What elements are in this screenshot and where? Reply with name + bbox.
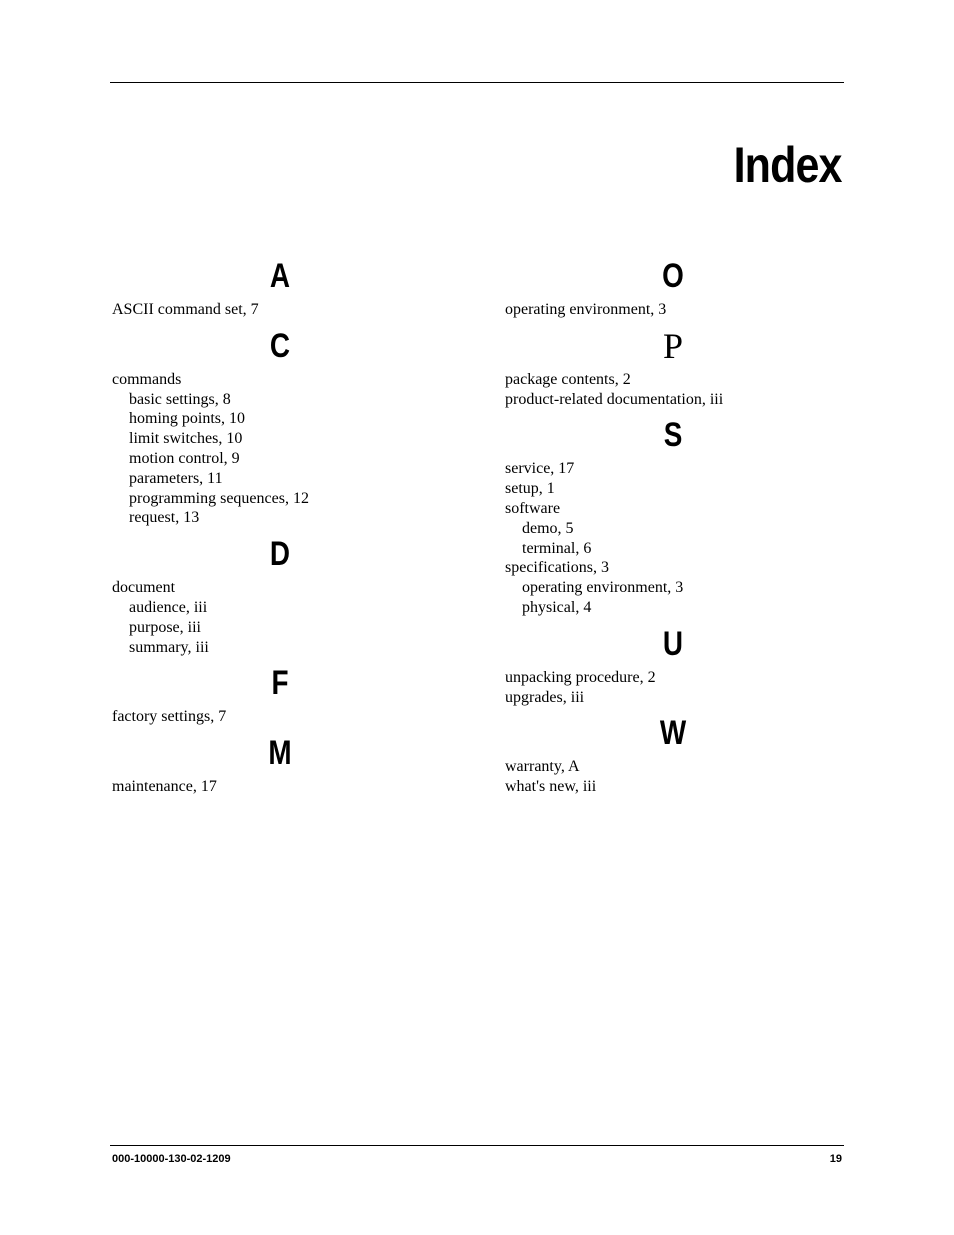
- index-entry: specifications, 3: [505, 559, 609, 577]
- footer-document-number: 000-10000-130-02-1209: [112, 1153, 231, 1165]
- index-entry: product-related documentation, iii: [505, 390, 724, 408]
- index-entry: what's new, iii: [505, 778, 597, 796]
- index-section-u: [505, 620, 841, 708]
- index-subentry: summary, iii: [129, 638, 209, 656]
- index-entry: software: [505, 499, 561, 517]
- section-letter: O: [662, 257, 684, 295]
- index-subentry: operating environment, 3: [522, 579, 684, 597]
- index-entry: unpacking procedure, 2: [505, 668, 656, 686]
- footer-page-number: 19: [829, 1153, 842, 1165]
- section-letter: U: [662, 624, 684, 663]
- index-section-a: [112, 252, 448, 320]
- footer-rule: [110, 1145, 844, 1146]
- index-entry: upgrades, iii: [505, 688, 585, 706]
- section-letter: M: [268, 734, 292, 773]
- index-section-f: [112, 659, 448, 727]
- index-column-left: [112, 252, 448, 797]
- index-entry: service, 17: [505, 460, 575, 478]
- section-letter: A: [269, 257, 291, 295]
- index-entry: ASCII command set, 7: [112, 301, 259, 318]
- section-letter: C: [269, 326, 291, 365]
- index-subentry: purpose, iii: [129, 618, 201, 636]
- index-subentry: demo, 5: [522, 519, 574, 537]
- index-subentry: audience, iii: [129, 598, 208, 616]
- index-entry: setup, 1: [505, 480, 555, 498]
- index-subentry: parameters, 11: [129, 469, 223, 487]
- section-letter: S: [663, 416, 683, 455]
- index-column-right: [505, 252, 841, 797]
- index-section-o: [505, 252, 841, 320]
- index-subentry: limit switches, 10: [129, 430, 243, 448]
- index-entry: commands: [112, 370, 182, 388]
- index-entry: maintenance, 17: [112, 778, 217, 796]
- index-subentry: basic settings, 8: [129, 390, 231, 408]
- index-section-w: [505, 709, 841, 797]
- index-section-s: [505, 411, 841, 617]
- index-subentry: programming sequences, 12: [129, 489, 309, 507]
- index-section-c: [112, 322, 448, 528]
- index-subentry: physical, 4: [522, 598, 592, 616]
- index-subentry: request, 13: [129, 509, 200, 527]
- index-section-p: [505, 322, 841, 410]
- index-subentry: motion control, 9: [129, 449, 240, 467]
- index-entry: package contents, 2: [505, 370, 631, 388]
- index-entry: factory settings, 7: [112, 708, 227, 726]
- index-entry: warranty, A: [505, 758, 580, 776]
- section-letter: F: [271, 664, 289, 703]
- index-entry: document: [112, 579, 176, 597]
- index-subentry: homing points, 10: [129, 410, 246, 428]
- section-letter: D: [269, 535, 291, 574]
- section-letter: W: [659, 714, 687, 753]
- page-title: Index: [733, 137, 842, 193]
- index-section-m: [112, 729, 448, 797]
- index-section-d: [112, 530, 448, 657]
- section-letter: P: [662, 325, 684, 366]
- header-rule: [110, 82, 844, 83]
- index-subentry: terminal, 6: [522, 539, 592, 557]
- index-entry: operating environment, 3: [505, 301, 667, 318]
